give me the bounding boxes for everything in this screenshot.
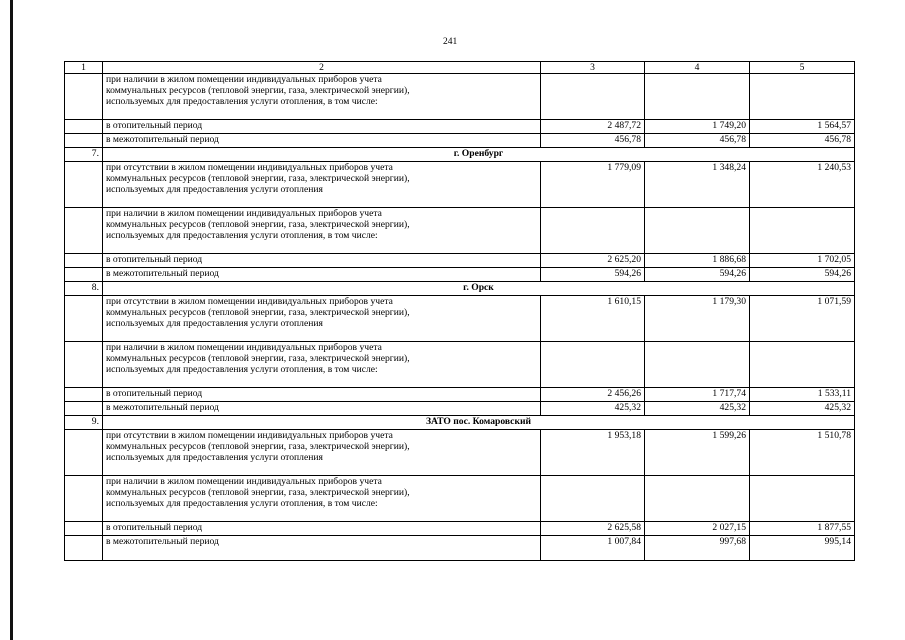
header-cell: 4	[645, 62, 750, 74]
city-name: г. Орск	[103, 282, 855, 296]
value-cell: 1 071,59	[750, 296, 855, 342]
tariff-table	[64, 61, 855, 561]
table-row-with-meters	[65, 74, 855, 120]
row-index: 9.	[65, 416, 103, 430]
value-cell: 1 348,24	[645, 162, 750, 208]
value-cell: 1 886,68	[645, 254, 750, 268]
value-cell: 594,26	[541, 268, 645, 282]
value-cell: 1 564,57	[750, 120, 855, 134]
table-row-with-meters	[65, 476, 855, 522]
with-meters-text: при наличии в жилом помещении индивидуальных приборов учета коммунальных ресурсов (тепловой энергии, газа, электрической энергии), используемых для предоставления услуги отопления, в том числе:	[103, 342, 541, 388]
value-cell: 425,32	[541, 402, 645, 416]
period-label: в отопительный период	[103, 388, 541, 402]
period-label: в межотопительный период	[103, 536, 541, 561]
header-row	[65, 62, 855, 74]
table-row-non-heating	[65, 134, 855, 148]
table-row-non-heating	[65, 402, 855, 416]
value-cell: 1 007,84	[541, 536, 645, 561]
row-index: 8.	[65, 282, 103, 296]
header-cell: 1	[65, 62, 103, 74]
left-margin-bar	[10, 0, 13, 640]
period-label: в отопительный период	[103, 522, 541, 536]
period-label: в межотопительный период	[103, 402, 541, 416]
period-label: в межотопительный период	[103, 268, 541, 282]
value-cell: 2 027,15	[645, 522, 750, 536]
value-cell: 456,78	[541, 134, 645, 148]
city-name: ЗАТО пос. Комаровский	[103, 416, 855, 430]
value-cell: 594,26	[645, 268, 750, 282]
value-cell: 2 487,72	[541, 120, 645, 134]
value-cell: 1 533,11	[750, 388, 855, 402]
without-meters-text: при отсутствии в жилом помещении индивидуальных приборов учета коммунальных ресурсов (тепловой энергии, газа, электрической энергии), используемых для предоставления услуги отопления	[103, 296, 541, 342]
value-cell: 456,78	[750, 134, 855, 148]
with-meters-text: при наличии в жилом помещении индивидуальных приборов учета коммунальных ресурсов (тепловой энергии, газа, электрической энергии), используемых для предоставления услуги отопления, в том числе:	[103, 476, 541, 522]
value-cell: 1 702,05	[750, 254, 855, 268]
row-index: 7.	[65, 148, 103, 162]
header-cell: 5	[750, 62, 855, 74]
with-meters-text: при наличии в жилом помещении индивидуальных приборов учета коммунальных ресурсов (тепловой энергии, газа, электрической энергии), используемых для предоставления услуги отопления, в том числе:	[103, 74, 541, 120]
header-cell: 2	[103, 62, 541, 74]
city-name: г. Оренбург	[103, 148, 855, 162]
table-row-without-meters	[65, 162, 855, 208]
period-label: в отопительный период	[103, 120, 541, 134]
period-label: в отопительный период	[103, 254, 541, 268]
table-row-with-meters	[65, 342, 855, 388]
header-cell: 3	[541, 62, 645, 74]
value-cell: 1 510,78	[750, 430, 855, 476]
city-row	[65, 282, 855, 296]
value-cell: 456,78	[645, 134, 750, 148]
value-cell: 1 749,20	[645, 120, 750, 134]
value-cell: 2 625,20	[541, 254, 645, 268]
without-meters-text: при отсутствии в жилом помещении индивидуальных приборов учета коммунальных ресурсов (тепловой энергии, газа, электрической энергии), используемых для предоставления услуги отопления	[103, 162, 541, 208]
city-row	[65, 416, 855, 430]
value-cell: 1 179,30	[645, 296, 750, 342]
value-cell: 2 456,26	[541, 388, 645, 402]
table-row-heating	[65, 388, 855, 402]
value-cell: 425,32	[750, 402, 855, 416]
without-meters-text: при отсутствии в жилом помещении индивидуальных приборов учета коммунальных ресурсов (тепловой энергии, газа, электрической энергии), используемых для предоставления услуги отопления	[103, 430, 541, 476]
value-cell: 997,68	[645, 536, 750, 561]
value-cell: 1 877,55	[750, 522, 855, 536]
value-cell: 1 779,09	[541, 162, 645, 208]
value-cell: 995,14	[750, 536, 855, 561]
table-row-heating	[65, 120, 855, 134]
table-row-non-heating	[65, 268, 855, 282]
page-number: 241	[443, 37, 458, 47]
table-row-without-meters	[65, 430, 855, 476]
table-row-non-heating	[65, 536, 855, 561]
value-cell: 2 625,58	[541, 522, 645, 536]
with-meters-text: при наличии в жилом помещении индивидуальных приборов учета коммунальных ресурсов (тепловой энергии, газа, электрической энергии), используемых для предоставления услуги отопления, в том числе:	[103, 208, 541, 254]
value-cell: 1 717,74	[645, 388, 750, 402]
value-cell: 1 610,15	[541, 296, 645, 342]
value-cell: 1 240,53	[750, 162, 855, 208]
table-row-heating	[65, 254, 855, 268]
table-row-heating	[65, 522, 855, 536]
table-row-with-meters	[65, 208, 855, 254]
table-row-without-meters	[65, 296, 855, 342]
city-row	[65, 148, 855, 162]
value-cell: 1 953,18	[541, 430, 645, 476]
value-cell: 1 599,26	[645, 430, 750, 476]
value-cell: 425,32	[645, 402, 750, 416]
value-cell: 594,26	[750, 268, 855, 282]
period-label: в межотопительный период	[103, 134, 541, 148]
